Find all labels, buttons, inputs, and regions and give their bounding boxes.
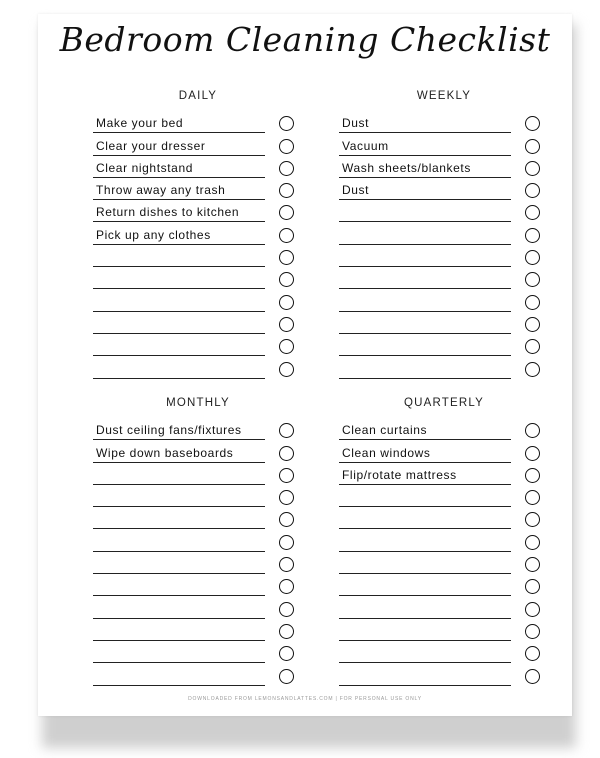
checklist-row — [93, 156, 303, 178]
checklist-item-text: Throw away any trash — [96, 183, 226, 198]
checklist-item-text: Wash sheets/blankets — [342, 160, 471, 175]
checkbox-circle[interactable] — [279, 669, 294, 684]
checklist-row — [339, 641, 549, 663]
checkbox-circle[interactable] — [279, 362, 294, 377]
checkbox-circle[interactable] — [279, 490, 294, 505]
checkbox-circle[interactable] — [279, 139, 294, 154]
checkbox-circle[interactable] — [525, 624, 540, 639]
checklist-row — [93, 596, 303, 618]
checklist-item-text: Dust — [342, 116, 370, 131]
section-heading: MONTHLY — [166, 397, 230, 409]
checklist-row — [339, 507, 549, 529]
checklist-item-text: Flip/rotate mattress — [342, 467, 457, 482]
checklist-row — [339, 529, 549, 551]
checklist-page — [38, 14, 572, 716]
checklist-item-text: Clear your dresser — [96, 138, 206, 153]
checklist-row — [93, 463, 303, 485]
checklist-row — [339, 156, 549, 178]
checklist-item-text: Vacuum — [342, 138, 389, 153]
checkbox-circle[interactable] — [525, 317, 540, 332]
write-in-line — [339, 378, 511, 379]
checkbox-circle[interactable] — [525, 250, 540, 265]
checklist-row — [93, 267, 303, 289]
checkbox-circle[interactable] — [525, 535, 540, 550]
checkbox-circle[interactable] — [279, 579, 294, 594]
checkbox-circle[interactable] — [525, 579, 540, 594]
checklist-row — [339, 133, 549, 155]
checklist-row — [339, 485, 549, 507]
checklist-row — [93, 289, 303, 311]
checkbox-circle[interactable] — [279, 339, 294, 354]
checkbox-circle[interactable] — [279, 423, 294, 438]
checklist-row — [339, 312, 549, 334]
checklist-row — [339, 356, 549, 378]
checklist-row — [93, 663, 303, 685]
section-heading: QUARTERLY — [403, 397, 485, 409]
checkbox-circle[interactable] — [525, 468, 540, 483]
section-heading: WEEKLY — [416, 90, 472, 102]
checkbox-circle[interactable] — [525, 512, 540, 527]
checkbox-circle[interactable] — [525, 669, 540, 684]
checklist-row — [339, 267, 549, 289]
checklist-item-text: Clean windows — [342, 445, 431, 460]
checkbox-circle[interactable] — [525, 183, 540, 198]
checkbox-circle[interactable] — [525, 362, 540, 377]
checklist-rows — [93, 418, 303, 686]
checklist-item-text: Return dishes to kitchen — [96, 205, 240, 220]
checklist-item-text: Pick up any clothes — [96, 227, 211, 242]
checklist-row — [93, 356, 303, 378]
checkbox-circle[interactable] — [525, 602, 540, 617]
write-in-line — [93, 378, 265, 379]
section-weekly — [339, 87, 549, 379]
checklist-row — [339, 552, 549, 574]
checklist-row — [339, 663, 549, 685]
checklist-row — [93, 440, 303, 462]
checklist-item-text: Dust ceiling fans/fixtures — [96, 423, 242, 438]
checkbox-circle[interactable] — [279, 228, 294, 243]
checklist-item-text: Clear nightstand — [96, 160, 193, 175]
checkbox-circle[interactable] — [279, 272, 294, 287]
checkbox-circle[interactable] — [279, 205, 294, 220]
checklist-row — [93, 529, 303, 551]
checkbox-circle[interactable] — [525, 557, 540, 572]
checkbox-circle[interactable] — [279, 512, 294, 527]
checklist-row — [93, 200, 303, 222]
checklist-row — [339, 596, 549, 618]
checklist-row — [93, 485, 303, 507]
checkbox-circle[interactable] — [279, 295, 294, 310]
checklist-row — [339, 200, 549, 222]
checkbox-circle[interactable] — [525, 161, 540, 176]
checklist-row — [93, 619, 303, 641]
checklist-item-text: Dust — [342, 183, 370, 198]
checklist-row — [339, 334, 549, 356]
checklist-row — [93, 507, 303, 529]
checklist-item-text: Wipe down baseboards — [96, 445, 234, 460]
checkbox-circle[interactable] — [525, 423, 540, 438]
checkbox-circle[interactable] — [279, 317, 294, 332]
checklist-row — [93, 178, 303, 200]
checkbox-circle[interactable] — [279, 557, 294, 572]
write-in-line — [93, 685, 265, 686]
checklist-row — [93, 111, 303, 133]
checkbox-circle[interactable] — [279, 116, 294, 131]
checklist-row — [93, 574, 303, 596]
checkbox-circle[interactable] — [525, 272, 540, 287]
checkbox-circle[interactable] — [279, 161, 294, 176]
section-daily — [93, 87, 303, 379]
checklist-row — [339, 178, 549, 200]
checklist-rows — [339, 418, 549, 686]
checklist-row — [93, 418, 303, 440]
checkbox-circle[interactable] — [525, 228, 540, 243]
checkbox-circle[interactable] — [279, 602, 294, 617]
checkbox-circle[interactable] — [525, 205, 540, 220]
checkbox-circle[interactable] — [525, 116, 540, 131]
checklist-row — [93, 552, 303, 574]
section-heading: DAILY — [178, 90, 218, 102]
checkbox-circle[interactable] — [279, 250, 294, 265]
write-in-line — [339, 685, 511, 686]
checkbox-circle[interactable] — [279, 468, 294, 483]
checklist-row — [339, 222, 549, 244]
checklist-row — [93, 133, 303, 155]
checklist-row — [339, 463, 549, 485]
checklist-row — [339, 574, 549, 596]
checklist-row — [339, 440, 549, 462]
checkbox-circle[interactable] — [279, 183, 294, 198]
checklist-row — [339, 418, 549, 440]
footer-note: DOWNLOADED FROM LEMONSANDLATTES.COM | FOR PERSONAL USE ONLY — [188, 696, 422, 702]
checklist-row — [339, 619, 549, 641]
checkbox-circle[interactable] — [279, 535, 294, 550]
checkbox-circle[interactable] — [279, 624, 294, 639]
checklist-row — [93, 641, 303, 663]
checklist-row — [339, 289, 549, 311]
checkbox-circle[interactable] — [279, 446, 294, 461]
checkbox-circle[interactable] — [525, 339, 540, 354]
checklist-item-text: Make your bed — [96, 116, 184, 131]
checkbox-circle[interactable] — [279, 646, 294, 661]
checkbox-circle[interactable] — [525, 139, 540, 154]
checkbox-circle[interactable] — [525, 490, 540, 505]
checkbox-circle[interactable] — [525, 295, 540, 310]
page-title: Bedroom Cleaning Checklist — [59, 20, 551, 59]
checklist-row — [339, 111, 549, 133]
checkbox-circle[interactable] — [525, 646, 540, 661]
section-monthly — [93, 394, 303, 686]
checkbox-circle[interactable] — [525, 446, 540, 461]
checklist-row — [93, 222, 303, 244]
checklist-row — [93, 245, 303, 267]
checklist-row — [339, 245, 549, 267]
checklist-row — [93, 334, 303, 356]
checklist-row — [93, 312, 303, 334]
checklist-rows — [93, 111, 303, 379]
checklist-item-text: Clean curtains — [342, 423, 428, 438]
section-quarterly — [339, 394, 549, 686]
checklist-rows — [339, 111, 549, 379]
